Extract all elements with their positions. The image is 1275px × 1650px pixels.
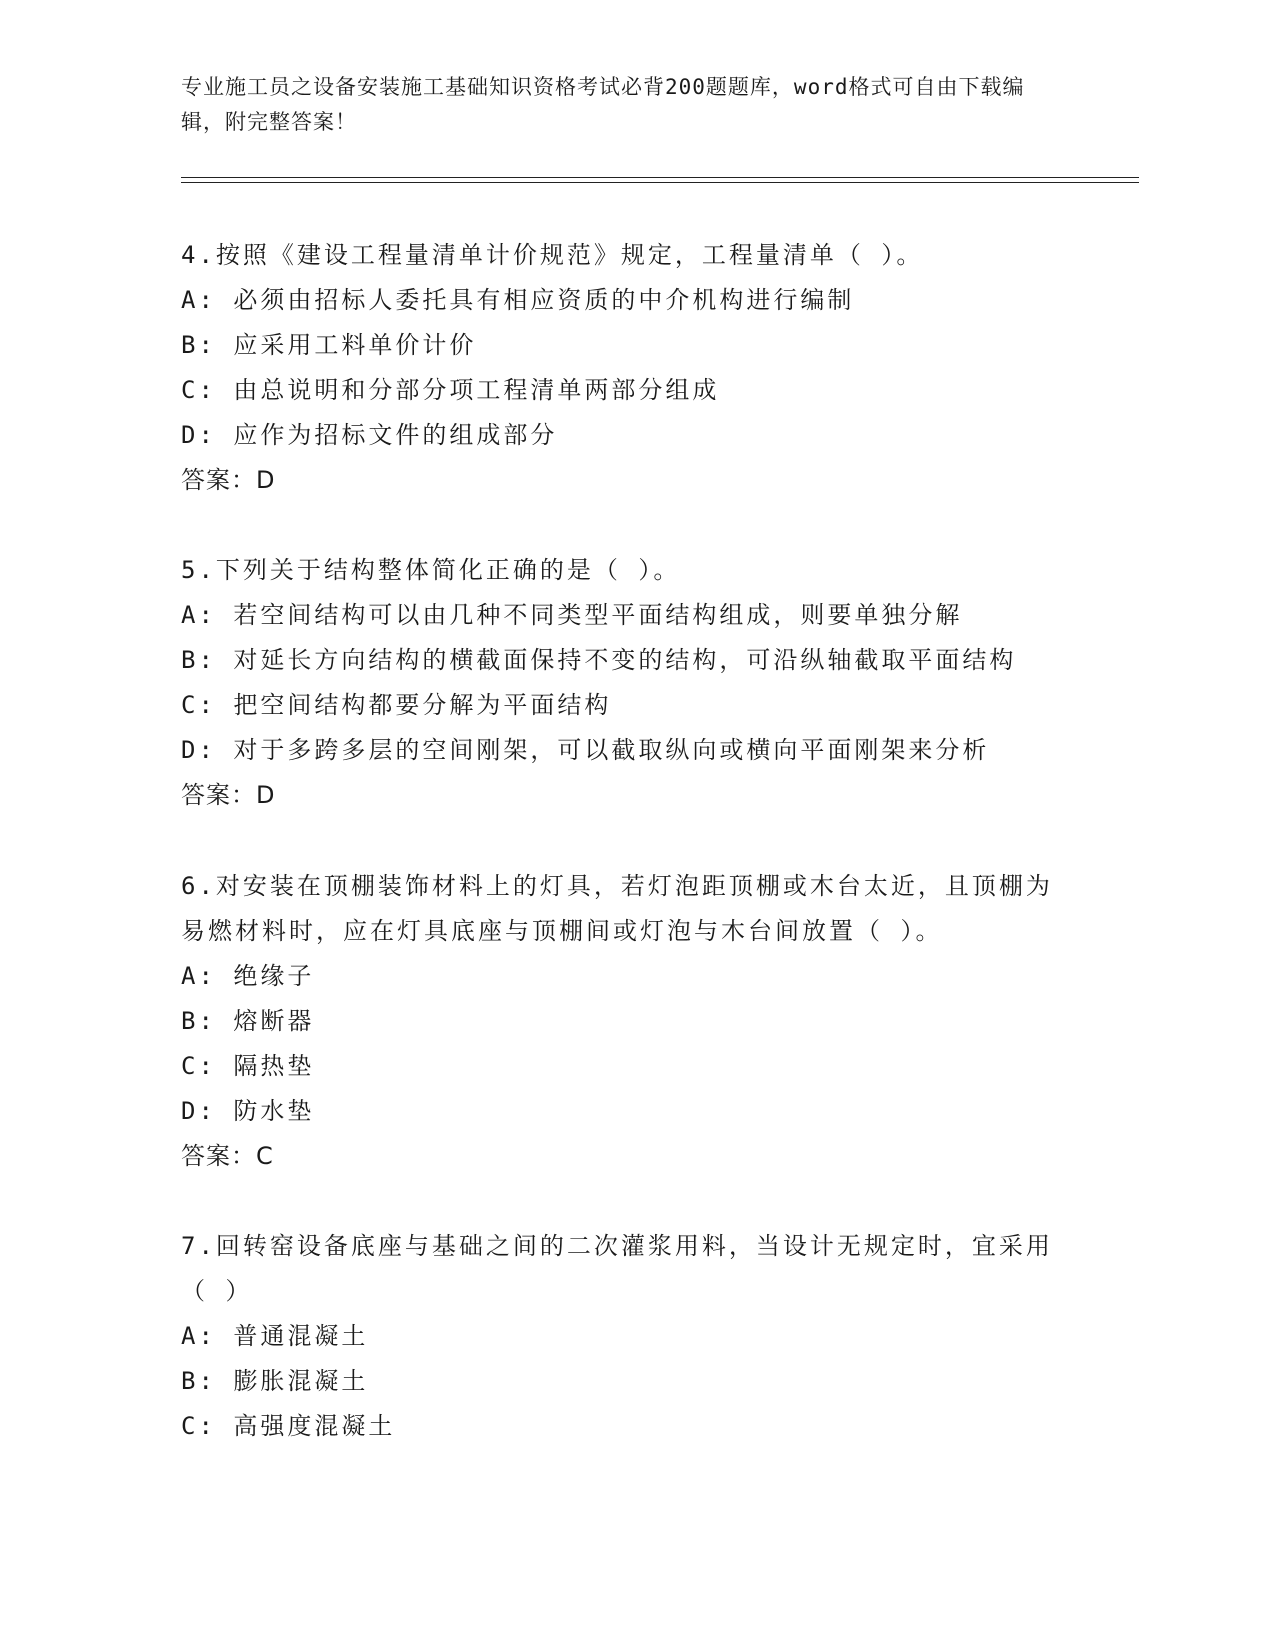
option-a: A: 绝缘子 bbox=[181, 962, 315, 990]
option-b: B: 熔断器 bbox=[181, 1007, 315, 1035]
answer-line: 答案：C bbox=[181, 1142, 274, 1170]
option-c: C: 由总说明和分部分项工程清单两部分组成 bbox=[181, 376, 720, 404]
header-divider-line-secondary bbox=[181, 182, 1139, 183]
option-d: D: 防水垫 bbox=[181, 1097, 315, 1125]
question-stem: 4.按照《建设工程量清单计价规范》规定，工程量清单（ ）。 bbox=[181, 241, 924, 269]
question-stem: 5.下列关于结构整体简化正确的是（ ）。 bbox=[181, 556, 681, 584]
question-stem: 6.对安装在顶棚装饰材料上的灯具，若灯泡距顶棚或木台太近，且顶棚为易燃材料时，应在灯具底座与顶棚间或灯泡与木台间放置（ ）。 bbox=[181, 872, 1053, 945]
option-a: A: 普通混凝土 bbox=[181, 1322, 369, 1350]
option-b: B: 应采用工料单价计价 bbox=[181, 331, 477, 359]
option-d: D: 应作为招标文件的组成部分 bbox=[181, 421, 558, 449]
option-c: C: 把空间结构都要分解为平面结构 bbox=[181, 691, 612, 719]
question-5 bbox=[181, 548, 1061, 818]
answer-line: 答案：D bbox=[181, 781, 276, 809]
option-c: C: 隔热垫 bbox=[181, 1052, 315, 1080]
question-stem: 7.回转窑设备底座与基础之间的二次灌浆用料，当设计无规定时，宜采用（ ） bbox=[181, 1232, 1053, 1305]
question-7 bbox=[181, 1224, 1061, 1449]
answer-line: 答案：D bbox=[181, 466, 276, 494]
document-header: 专业施工员之设备安装施工基础知识资格考试必背200题题库，word格式可自由下载编辑，附完整答案！ bbox=[181, 75, 1025, 134]
header-divider-line bbox=[181, 177, 1139, 178]
option-d: D: 对于多跨多层的空间刚架，可以截取纵向或横向平面刚架来分析 bbox=[181, 736, 990, 764]
option-a: A: 必须由招标人委托具有相应资质的中介机构进行编制 bbox=[181, 286, 855, 314]
option-c: C: 高强度混凝土 bbox=[181, 1412, 396, 1440]
option-b: B: 对延长方向结构的横截面保持不变的结构，可沿纵轴截取平面结构 bbox=[181, 646, 1017, 674]
question-4 bbox=[181, 233, 1061, 503]
option-a: A: 若空间结构可以由几种不同类型平面结构组成，则要单独分解 bbox=[181, 601, 963, 629]
question-6 bbox=[181, 864, 1061, 1179]
option-b: B: 膨胀混凝土 bbox=[181, 1367, 369, 1395]
